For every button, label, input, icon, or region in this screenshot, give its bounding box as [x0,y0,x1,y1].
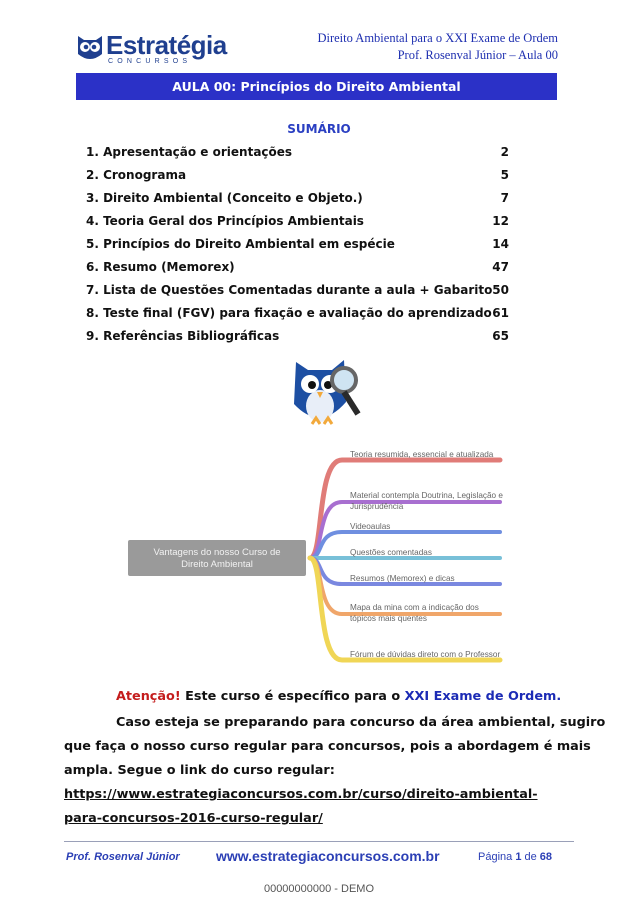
toc-row [86,260,509,282]
toc-row [86,283,509,305]
toc-label: 9. Referências Bibliográficas [86,329,280,343]
header-professor: Prof. Rosenval Júnior – Aula 00 [397,48,558,62]
toc-page: 65 [492,329,509,343]
footer-author: Prof. Rosenval Júnior [66,851,180,863]
mindmap-branch-label: Questões comentadas [350,548,432,557]
toc-page: 14 [492,237,509,251]
toc-row [86,237,509,259]
toc-page: 12 [492,214,509,228]
footer-page-number: Página 1 de 68 [478,851,553,863]
toc-label: 7. Lista de Questões Comentadas durante a aula + Gabarito [86,283,493,297]
mindmap [128,446,528,676]
mindmap-branch-line [310,460,500,558]
toc-label: 8. Teste final (FGV) para fixação e avaliação do aprendizado [86,306,492,320]
mindmap-branch-label: Jurisprudência [350,502,404,511]
mindmap-branch-label: tópicos mais quentes [350,614,427,623]
attention-label: Atenção! [116,689,181,704]
notice-text: Este curso é específico para o [180,689,405,704]
toc-label: 3. Direito Ambiental (Conceito e Objeto.) [86,191,363,205]
toc-row [86,191,509,213]
mindmap-branch-label: Mapa da mina com a indicação dos [350,603,479,612]
toc-page: 61 [492,306,509,320]
toc-row [86,306,509,328]
logo-subtitle: CONCURSOS [108,58,192,65]
notice-line-3: que faça o nosso curso regular para concursos, pois a abordagem é mais [64,739,591,754]
lesson-banner: AULA 00: Princípios do Direito Ambiental [76,73,557,100]
header-course-title: Direito Ambiental para o XXI Exame de Ordem [317,31,558,45]
notice-line-4: ampla. Segue o link do curso regular: [64,763,335,778]
toc-page: 50 [492,283,509,297]
mindmap-branch-label: Videoaulas [350,522,391,531]
footer-divider [64,841,574,842]
toc-row [86,214,509,236]
toc-page: 2 [500,145,509,159]
footer-website-link[interactable]: www.estrategiaconcursos.com.br [216,848,440,864]
mindmap-branch-label: Fórum de dúvidas direto com o Professor [350,650,501,659]
toc-row [86,329,509,351]
mindmap-branch-label: Resumos (Memorex) e dicas [350,574,455,583]
demo-watermark: 00000000000 - DEMO [263,883,375,895]
course-link-line-2[interactable]: para-concursos-2016-curso-regular/ [64,811,323,826]
toc-label: 4. Teoria Geral dos Princípios Ambientais [86,214,364,228]
toc-label: 1. Apresentação e orientações [86,145,293,159]
mindmap-center-label: Vantagens do nosso Curso de [153,547,281,558]
toc-row [86,145,509,167]
mindmap-branch-label: Teoria resumida, essencial e atualizada [350,450,494,459]
toc-page: 7 [500,191,509,205]
logo-owl-icon [76,32,104,62]
logo-name: Estratégia [106,30,227,60]
exam-name: XXI Exame de Ordem. [404,689,562,704]
toc-row [86,168,509,190]
owl-mascot-icon [286,350,366,430]
toc-label: 2. Cronograma [86,168,187,182]
mindmap-center-label: Direito Ambiental [181,559,253,570]
summary-title: SUMÁRIO [287,122,351,136]
toc-label: 5. Princípios do Direito Ambiental em espécie [86,237,395,251]
toc-page: 47 [492,260,509,274]
notice-line-2: Caso esteja se preparando para concurso da área ambiental, sugiro [116,715,606,730]
course-link-line-1[interactable]: https://www.estrategiaconcursos.com.br/curso/direito-ambiental- [64,787,538,802]
mindmap-branch-label: Material contempla Doutrina, Legislação e [350,491,503,500]
toc-page: 5 [500,168,509,182]
notice-line-1 [116,688,561,706]
toc-label: 6. Resumo (Memorex) [86,260,235,274]
mindmap-center-node [128,540,306,576]
